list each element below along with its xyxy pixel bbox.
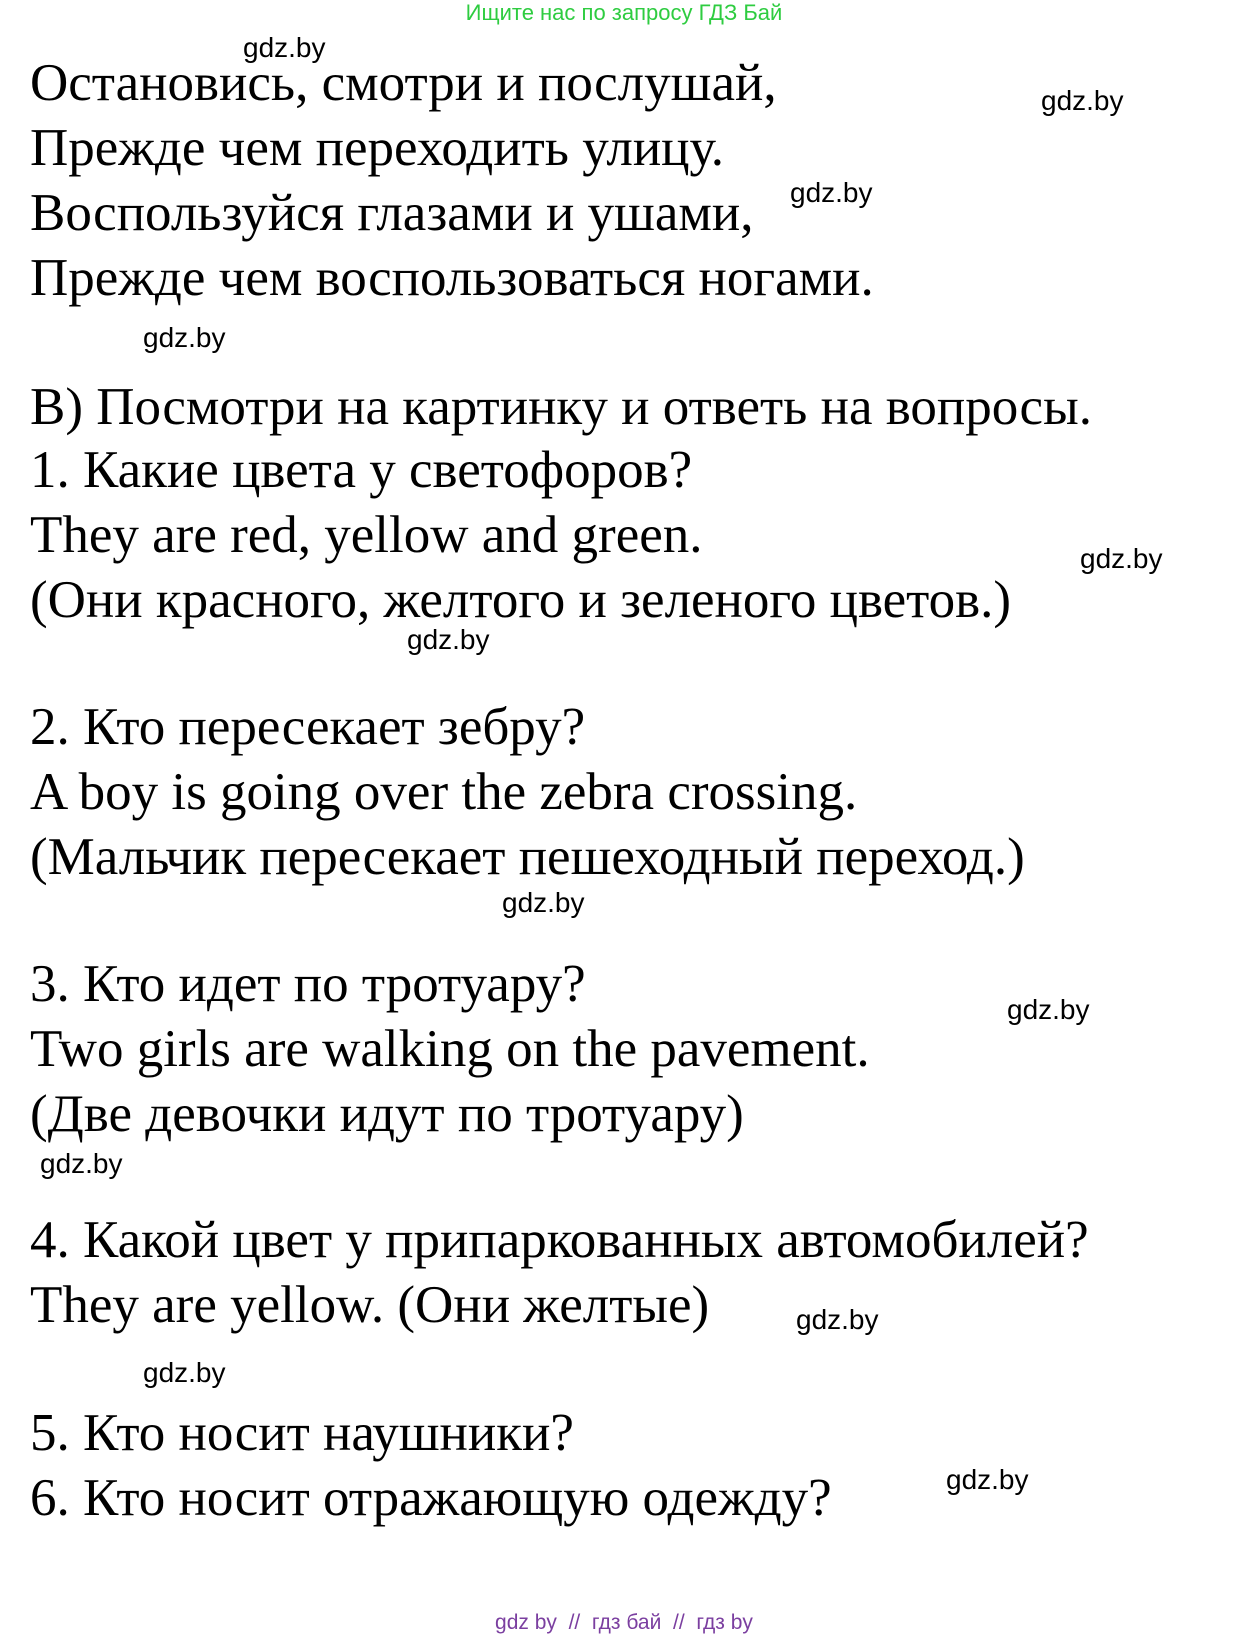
translation-3: (Две девочки идут по тротуару) [30,1085,744,1143]
question-5: 5. Кто носит наушники? [30,1404,574,1462]
answer-2: A boy is going over the zebra crossing. [30,763,858,821]
question-1: 1. Какие цвета у светофоров? [30,441,693,499]
watermark: gdz.by [40,1148,123,1179]
question-6: 6. Кто носит отражающую одежду? [30,1469,832,1527]
answer-3: Two girls are walking on the pavement. [30,1020,870,1078]
watermark: gdz.by [407,624,490,655]
watermark: gdz.by [1080,543,1163,574]
poem-line-2: Прежде чем переходить улицу. [30,119,724,177]
watermark: gdz.by [143,322,226,353]
question-4: 4. Какой цвет у припаркованных автомобилей? [30,1211,1089,1269]
poem-line-4: Прежде чем воспользоваться ногами. [30,249,874,307]
watermark: gdz.by [796,1304,879,1335]
footer-links: gdz by // гдз бай // гдз by [495,1611,753,1634]
poem-line-3: Воспользуйся глазами и ушами, [30,184,754,242]
watermark: gdz.by [790,177,873,208]
top-note: Ищите нас по запросу ГДЗ Бай [465,0,783,25]
watermark: gdz.by [502,887,585,918]
answer-1: They are red, yellow and green. [30,506,703,564]
translation-2: (Мальчик пересекает пешеходный переход.) [30,828,1025,886]
translation-1: (Они красного, желтого и зеленого цветов.) [30,571,1012,629]
poem-line-1: Остановись, смотри и послушай, [30,54,777,112]
watermark: gdz.by [143,1357,226,1388]
question-3: 3. Кто идет по тротуару? [30,955,586,1013]
section-title: В) Посмотри на картинку и ответь на вопросы. [30,378,1092,436]
watermark: gdz.by [1041,85,1124,116]
question-2: 2. Кто пересекает зебру? [30,698,586,756]
answer-4: They are yellow. (Они желтые) [30,1276,710,1334]
watermark: gdz.by [243,32,326,63]
watermark: gdz.by [1007,994,1090,1025]
watermark: gdz.by [946,1464,1029,1495]
